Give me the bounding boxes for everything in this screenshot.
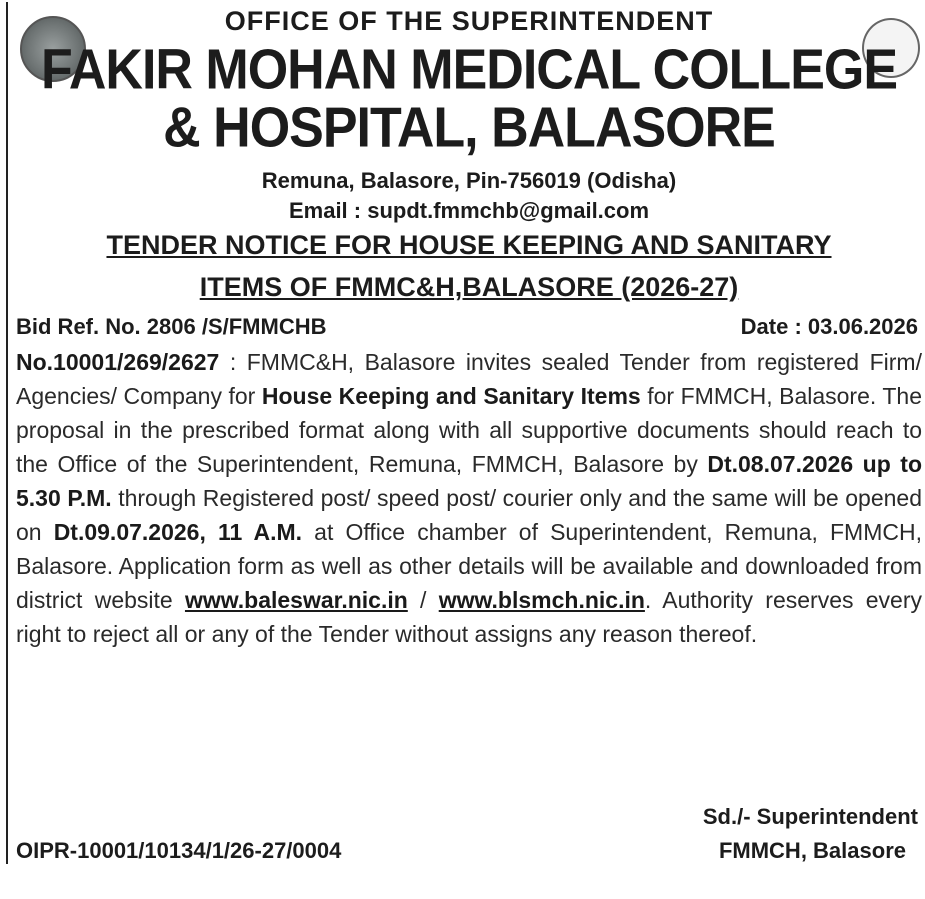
reference-row: [16, 314, 918, 340]
body-text-1: : FMMC&H, Balasore invites sealed Tender from registered Firm/ Agencies/ Company for: [16, 349, 922, 409]
email: Email : supdt.fmmchb@gmail.com: [288, 198, 650, 223]
oipr-reference: OIPR-10001/10134/1/26-27/0004: [16, 838, 342, 863]
items-text: House Keeping and Sanitary Items: [261, 383, 641, 409]
notice-body: [16, 345, 922, 651]
tender-notice: [6, 2, 925, 864]
district-website-link[interactable]: www.baleswar.nic.in: [184, 587, 408, 613]
bid-reference: Bid Ref. No. 2806 /S/FMMCHB: [16, 314, 327, 339]
body-text-4: at Office chamber of Superintendent, Remuna, FMMCH, Balasore. Application form as well as other details will be available and downloaded from district website: [16, 519, 922, 613]
deadline-text: Dt.08.07.2026 up to 5.30 P.M.: [16, 451, 923, 511]
college-name-line2: & HOSPITAL, BALASORE: [163, 96, 775, 160]
notice-title-line2: ITEMS OF FMMC&H,BALASORE (2026-27): [199, 272, 739, 302]
notice-date: Date : 03.06.2026: [740, 314, 918, 339]
college-website-link[interactable]: www.blsmch.nic.in: [438, 587, 645, 613]
notice-title-line1: TENDER NOTICE FOR HOUSE KEEPING AND SANITARY: [106, 230, 832, 260]
body-text-5: . Authority reserves every right to reject all or any of the Tender without assigns any reason thereof.: [16, 587, 923, 647]
body-text-2: for FMMCH, Balasore. The proposal in the prescribed format along with all supportive documents should reach to the Office of the Superintendent, Remuna, FMMCH, Balasore by: [16, 383, 923, 477]
signature-line1: Sd./- Superintendent: [702, 804, 918, 829]
opening-text: Dt.09.07.2026, 11 A.M.: [53, 519, 303, 545]
office-heading: OFFICE OF THE SUPERINTENDENT: [224, 6, 714, 36]
college-name-line1: FAKIR MOHAN MEDICAL COLLEGE: [40, 38, 898, 102]
link-separator: /: [407, 587, 439, 613]
address: Remuna, Balasore, Pin-756019 (Odisha): [261, 168, 677, 193]
signature-line2: FMMCH, Balasore: [718, 838, 906, 863]
body-text-3: through Registered post/ speed post/ courier only and the same will be opened on: [16, 485, 922, 545]
notice-number: No.10001/269/2627: [16, 349, 220, 375]
